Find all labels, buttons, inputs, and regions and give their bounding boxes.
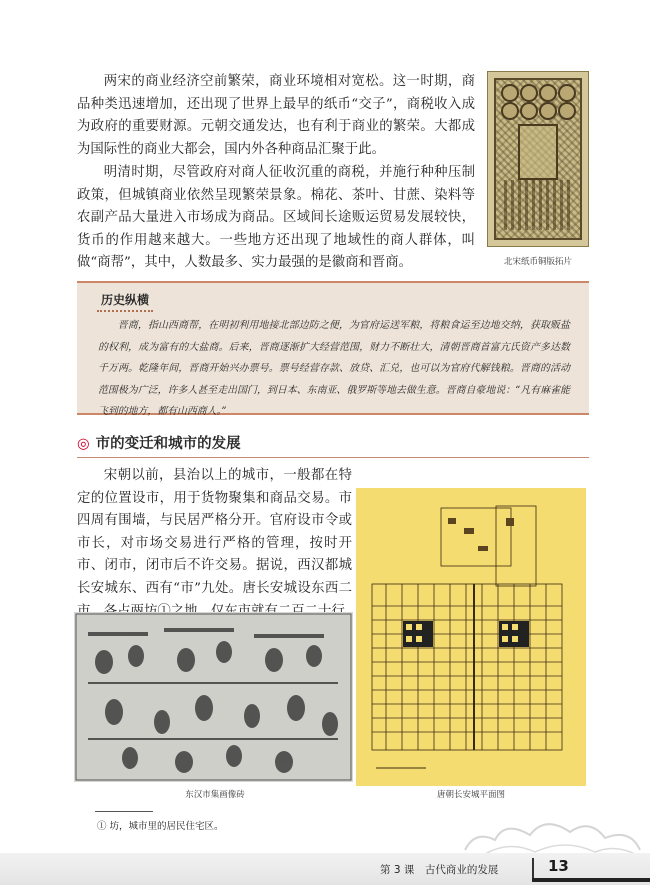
paragraph-song-yuan: 两宋的商业经济空前繁荣，商业环境相对宽松。这一时期，商品种类迅速增加，还出现了世界上最早的纸币“交子”，商税收入成为政府的重要财源。元朝交通发达，也有利于商业的繁荣。大都成为国际性的商业大都会，国内外各种商品汇聚于此。 — [77, 74, 475, 157]
section-title: 市的变迁和城市的发展 — [95, 436, 241, 452]
section-heading — [77, 432, 241, 453]
history-box-title: 历史纵横 — [97, 289, 153, 312]
paragraph-market-change: 宋朝以前，县治以上的城市，一般都在特定的位置设市，用于货物聚集和商品交易。市四周有围墙，与民居严格分开。官府设市令或市长，对市场交易进行严格的管理，按时开市、闭市，闭市后不许交易。据说，西汉都城长安城东、西有“市”九处。唐长安城设东西二 — [77, 468, 352, 596]
footer-separator — [532, 858, 534, 878]
footer-lesson-title: 第 3 课 古代商业的发展 — [380, 864, 499, 876]
section-divider — [77, 457, 589, 458]
footnote: ① 坊，城市里的居民住宅区。 — [97, 821, 224, 832]
paragraph-ming-qing: 明清时期，尽管政府对商人征收沉重的商税，并施行种种压制政策，但城镇商业依然呈现繁荣景象。棉花、茶叶、甘蔗、染料等农副产品大量进入市场成为商品。区域间长途贩运贸易发展较快，货币的作用越来越大。一些地方还出现了地域性的商人群体，叫做“商帮”，其中，人数最多、实力最强的是徽商和晋商。 — [77, 165, 475, 271]
relief-caption: 东汉市集画像砖 — [185, 790, 245, 800]
history-sidebar-box — [77, 281, 589, 418]
section-marker-icon: ◎ — [77, 436, 90, 452]
footer-bar — [532, 878, 650, 882]
banknote-caption: 北宋纸币铜版拓片 — [503, 257, 572, 267]
page-number: 13 — [548, 857, 569, 875]
banknote-rubbing-image — [487, 71, 589, 247]
market-relief-brick-image — [74, 612, 353, 782]
map-caption: 唐朝长安城平面图 — [436, 790, 505, 800]
history-box-text: 晋商，指山西商帮，在明初利用地接北部边防之便，为官府运送军粮，将粮食运至边地交纳，获取贩盐的权利，成为富有的大盐商。后来，晋商逐渐扩大经营范围，财力不断壮大，清朝晋商首富亢氏资产多达数千万两。乾隆年间，晋商开始兴办票号。票号经营存款、放贷、汇兑，也可以为官府代解钱粮。晋商的活动范围极为广泛，许多人甚至走出国门，到日本、东南亚、俄罗斯等地去做生意。晋商自豪地说：“凡有麻雀能飞到的地方，都有山西商人。” — [98, 320, 570, 418]
changan-city-map — [356, 488, 586, 786]
footnote-divider — [95, 811, 153, 812]
